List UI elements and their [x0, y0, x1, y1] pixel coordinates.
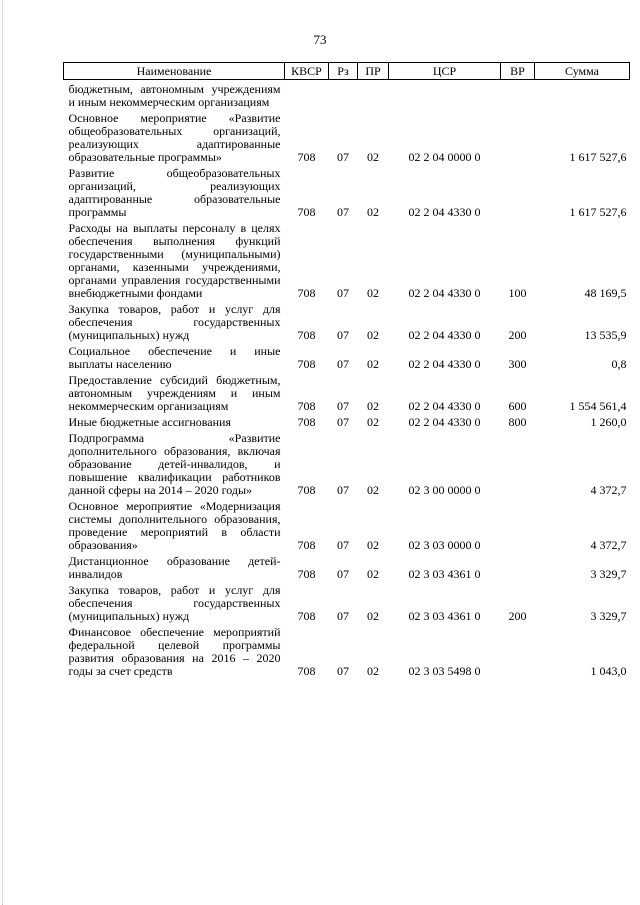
- row-csr: 02 3 03 5498 0: [408, 664, 481, 678]
- row-rz: 07: [337, 538, 349, 552]
- row-csr: 02 2 04 4330 0: [408, 357, 481, 371]
- table-row: [64, 413, 630, 429]
- row-rz: 07: [337, 567, 349, 581]
- row-csr: [389, 80, 501, 110]
- row-sum: 13 535,9: [584, 328, 627, 342]
- header-pr: ПР: [358, 63, 389, 80]
- row-vr: 600: [508, 399, 527, 413]
- row-pr: 02: [367, 399, 379, 413]
- header-name: Наименование: [64, 63, 285, 80]
- row-pr: 02: [367, 538, 379, 552]
- header-kvsr: КВСР: [285, 63, 329, 80]
- table-row: [64, 164, 630, 219]
- row-rz: 07: [337, 328, 349, 342]
- row-sum: 4 372,7: [590, 483, 627, 497]
- row-name: Основное мероприятие «Модернизация системы дополнительного образования, проведение мероприятий в области образования»: [68, 499, 281, 552]
- row-rz: 07: [337, 399, 349, 413]
- row-name: Финансовое обеспечение мероприятий федеральной целевой программы развития образования на 2016 – 2020 годы за счет средств: [68, 625, 281, 678]
- row-name: Социальное обеспечение и иные выплаты населению: [68, 344, 281, 371]
- row-sum: 1 617 527,6: [569, 205, 627, 219]
- row-sum: 48 169,5: [584, 286, 627, 300]
- row-pr: 02: [367, 609, 379, 623]
- row-sum: 3 329,7: [590, 609, 627, 623]
- row-rz: 07: [337, 609, 349, 623]
- row-name: Расходы на выплаты персоналу в целях обеспечения выполнения функций государственными (муниципальными) органами, казенными учреждениями, органами управления государственными внебюджетными фондами: [68, 221, 281, 300]
- row-name: Иные бюджетные ассигнования: [68, 415, 231, 429]
- row-pr: 02: [367, 357, 379, 371]
- row-name: Предоставление субсидий бюджетным, автономным учреждениям и иным некоммерческим организациям: [68, 373, 281, 413]
- table-row: [64, 497, 630, 552]
- row-pr: 02: [367, 567, 379, 581]
- row-kvsr: 708: [297, 483, 316, 497]
- row-name: Основное мероприятие «Развитие общеобразовательных организаций, реализующих адаптированные образовательные программы»: [68, 111, 281, 164]
- row-rz: 07: [337, 415, 349, 429]
- row-name: Дистанционное образование детей-инвалидов: [68, 554, 281, 581]
- row-csr: 02 3 03 4361 0: [408, 609, 481, 623]
- row-kvsr: 708: [297, 538, 316, 552]
- row-pr: 02: [367, 415, 379, 429]
- row-rz: 07: [337, 150, 349, 164]
- table-row: [64, 300, 630, 342]
- table-row: [64, 623, 630, 678]
- table-header-row: [64, 63, 630, 80]
- row-sum: 0,8: [611, 357, 627, 371]
- row-kvsr: 708: [297, 286, 316, 300]
- row-vr: [501, 109, 535, 164]
- page-number: 73: [313, 32, 327, 47]
- row-vr: 200: [508, 609, 527, 623]
- row-name: Подпрограмма «Развитие дополнительного образования, включая образование детей-инвалидов, и повышение квалификации работников данной сферы на 2014 – 2020 годы»: [68, 431, 281, 497]
- row-name: бюджетным, автономным учреждениям и иным некоммерческим организациям: [68, 82, 281, 109]
- header-rz: Рз: [329, 63, 358, 80]
- row-kvsr: 708: [297, 609, 316, 623]
- row-kvsr: 708: [297, 150, 316, 164]
- row-name: Закупка товаров, работ и услуг для обеспечения государственных (муниципальных) нужд: [68, 583, 281, 623]
- row-kvsr: 708: [297, 328, 316, 342]
- row-vr: 100: [508, 286, 527, 300]
- row-csr: 02 2 04 4330 0: [408, 399, 481, 413]
- row-name: Развитие общеобразовательных организаций, реализующих адаптированные образовательные программы: [68, 166, 281, 219]
- row-rz: 07: [337, 205, 349, 219]
- row-pr: 02: [367, 150, 379, 164]
- row-sum: 1 617 527,6: [569, 150, 627, 164]
- row-vr: [501, 80, 535, 110]
- header-csr: ЦСР: [389, 63, 501, 80]
- row-sum: 1 554 561,4: [569, 399, 627, 413]
- row-csr: 02 2 04 4330 0: [408, 205, 481, 219]
- row-kvsr: 708: [297, 664, 316, 678]
- row-csr: 02 2 04 4330 0: [408, 415, 481, 429]
- row-csr: 02 2 04 4330 0: [408, 286, 481, 300]
- row-vr: [501, 497, 535, 552]
- header-sum: Сумма: [535, 63, 630, 80]
- row-csr: 02 2 04 4330 0: [408, 328, 481, 342]
- row-vr: 200: [508, 328, 527, 342]
- row-vr: [501, 164, 535, 219]
- row-sum: [535, 80, 630, 110]
- row-csr: 02 3 03 0000 0: [408, 538, 481, 552]
- table-row: [64, 581, 630, 623]
- table-row: [64, 371, 630, 413]
- row-kvsr: [285, 80, 329, 110]
- row-rz: [329, 80, 358, 110]
- row-rz: 07: [337, 286, 349, 300]
- row-sum: 1 043,0: [590, 664, 627, 678]
- table-row: [64, 342, 630, 371]
- row-kvsr: 708: [297, 415, 316, 429]
- row-csr: 02 3 00 0000 0: [408, 483, 481, 497]
- header-vr: ВР: [501, 63, 535, 80]
- row-pr: 02: [367, 286, 379, 300]
- table-row: [64, 80, 630, 110]
- budget-table: [63, 62, 630, 678]
- table-row: [64, 429, 630, 497]
- row-pr: 02: [367, 664, 379, 678]
- row-sum: 4 372,7: [590, 538, 627, 552]
- row-rz: 07: [337, 357, 349, 371]
- row-kvsr: 708: [297, 567, 316, 581]
- row-pr: 02: [367, 483, 379, 497]
- row-vr: [501, 623, 535, 678]
- row-pr: [358, 80, 389, 110]
- table-row: [64, 109, 630, 164]
- row-csr: 02 2 04 0000 0: [408, 150, 481, 164]
- row-sum: 3 329,7: [590, 567, 627, 581]
- table-row: [64, 219, 630, 300]
- row-name: Закупка товаров, работ и услуг для обеспечения государственных (муниципальных) нужд: [68, 302, 281, 342]
- row-kvsr: 708: [297, 399, 316, 413]
- row-rz: 07: [337, 664, 349, 678]
- row-csr: 02 3 03 4361 0: [408, 567, 481, 581]
- row-vr: 800: [508, 415, 527, 429]
- row-pr: 02: [367, 328, 379, 342]
- row-pr: 02: [367, 205, 379, 219]
- row-vr: [501, 552, 535, 581]
- row-kvsr: 708: [297, 357, 316, 371]
- row-rz: 07: [337, 483, 349, 497]
- row-vr: 300: [508, 357, 527, 371]
- row-kvsr: 708: [297, 205, 316, 219]
- page-edge-marks: [2, 0, 5, 905]
- row-sum: 1 260,0: [590, 415, 627, 429]
- row-vr: [501, 429, 535, 497]
- table-row: [64, 552, 630, 581]
